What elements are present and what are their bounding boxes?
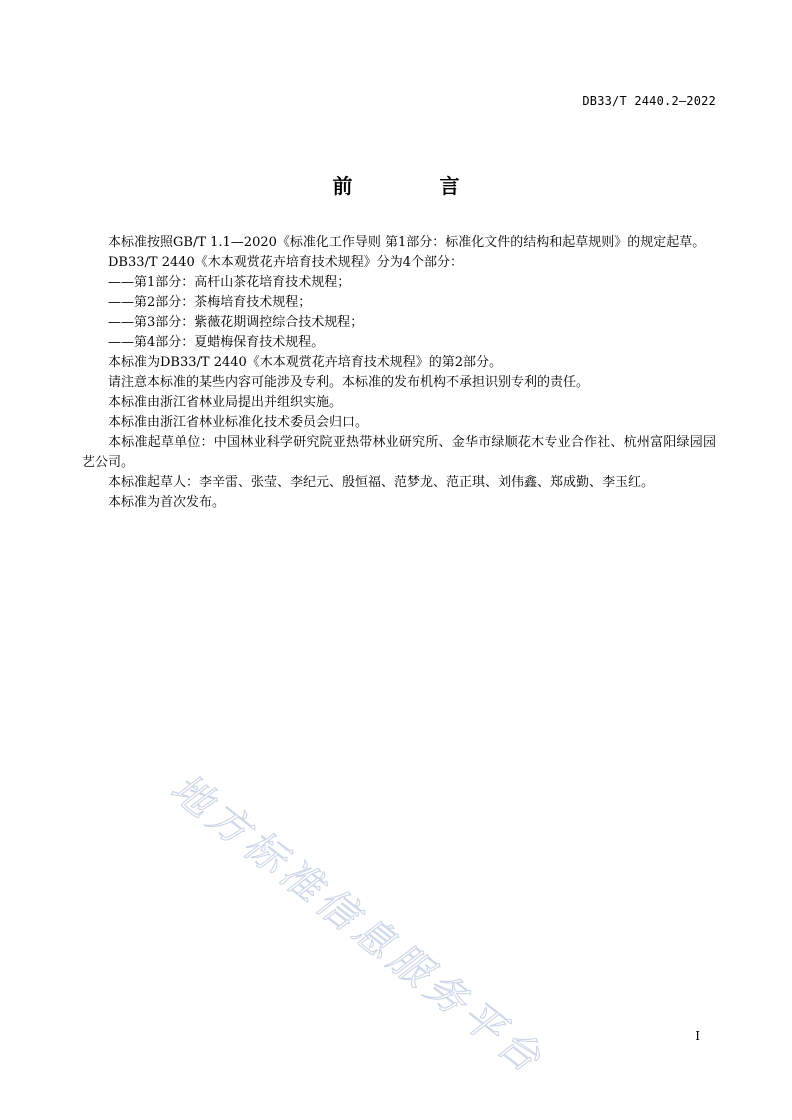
foreword-body	[82, 233, 716, 513]
paragraph-drafting-rules: 本标准按照GB/T 1.1—2020《标准化工作导则 第1部分：标准化文件的结构和起草规则》的规定起草。	[108, 235, 706, 250]
document-code: DB33/T 2440.2—2022	[582, 94, 716, 108]
paragraph-this-part: 本标准为DB33/T 2440《木本观赏花卉培育技术规程》的第2部分。	[108, 355, 503, 370]
page-title: 前 言	[332, 174, 500, 198]
watermark: 地方标准信息服务平台	[162, 765, 553, 1085]
paragraph-centralized-by: 本标准由浙江省林业标准化技术委员会归口。	[108, 415, 369, 430]
paragraph-part-2: ——第2部分：茶梅培育技术规程；	[108, 295, 312, 310]
page-number: I	[695, 1029, 700, 1043]
paragraph-first-release: 本标准为首次发布。	[108, 495, 226, 510]
paragraph-part-4: ——第4部分：夏蜡梅保育技术规程。	[108, 335, 325, 350]
paragraph-parts-intro: DB33/T 2440《木本观赏花卉培育技术规程》分为4个部分：	[108, 255, 464, 270]
paragraph-patent-notice: 请注意本标准的某些内容可能涉及专利。本标准的发布机构不承担识别专利的责任。	[108, 375, 590, 390]
paragraph-drafting-units: 本标准起草单位：中国林业科学研究院亚热带林业研究所、金华市绿顺花木专业合作社、杭州富阳绿园园艺公司。	[82, 435, 716, 470]
paragraph-proposed-by: 本标准由浙江省林业局提出并组织实施。	[108, 395, 343, 410]
paragraph-part-3: ——第3部分：紫薇花期调控综合技术规程；	[108, 315, 364, 330]
paragraph-drafters: 本标准起草人：李辛雷、张莹、李纪元、殷恒福、范梦龙、范正琪、刘伟鑫、郑成勤、李玉红。	[108, 475, 655, 490]
paragraph-part-1: ——第1部分：高杆山茶花培育技术规程；	[108, 275, 351, 290]
